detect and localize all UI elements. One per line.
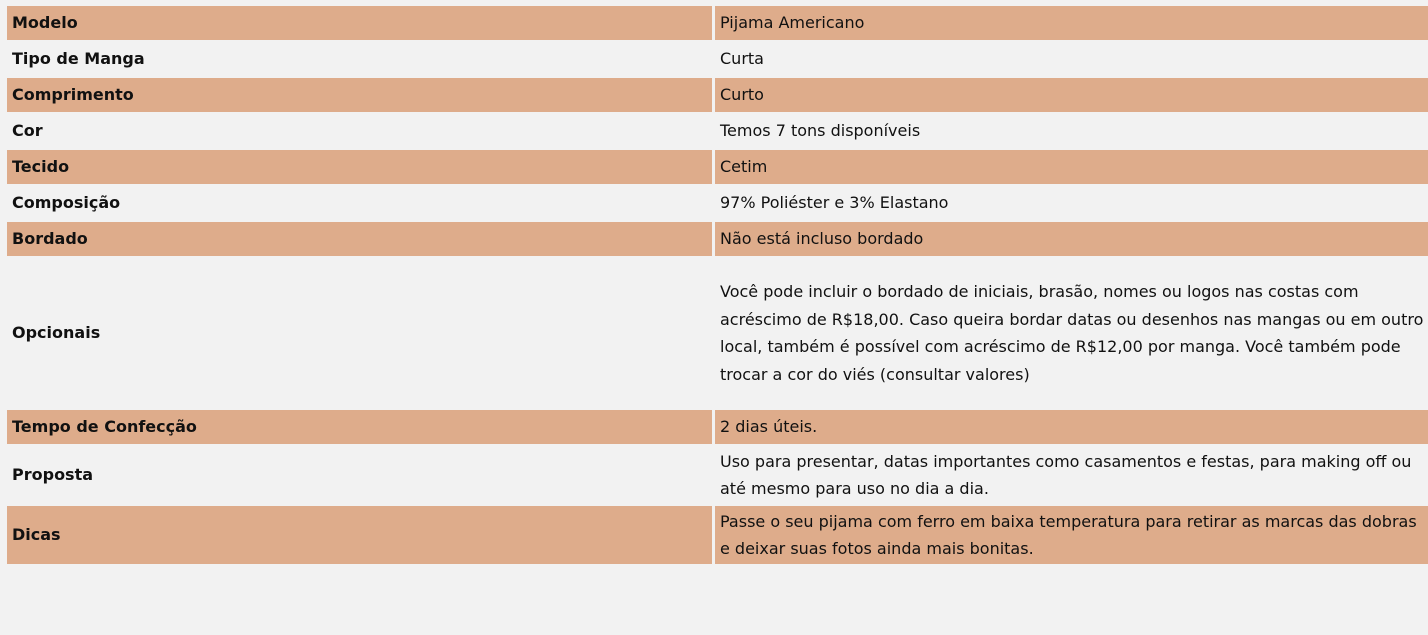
- spec-label: Tecido: [7, 150, 712, 184]
- spec-label: Tipo de Manga: [7, 42, 712, 76]
- table-row-dicas: [7, 506, 1428, 564]
- spec-value: Não está incluso bordado: [715, 222, 1428, 256]
- spec-label: Opcionais: [7, 258, 712, 408]
- spec-value: 97% Poliéster e 3% Elastano: [715, 186, 1428, 220]
- table-row-tipo-de-manga: [7, 42, 1428, 76]
- spec-value: Pijama Americano: [715, 6, 1428, 40]
- spec-value: Temos 7 tons disponíveis: [715, 114, 1428, 148]
- spec-value: 2 dias úteis.: [715, 410, 1428, 444]
- table-row-modelo: [7, 6, 1428, 40]
- table-row-composicao: [7, 186, 1428, 220]
- table-row-tempo-de-confeccao: [7, 410, 1428, 444]
- spec-value: Uso para presentar, datas importantes como casamentos e festas, para making off ou até mesmo para uso no dia a dia.: [715, 446, 1428, 504]
- spec-label: Composição: [7, 186, 712, 220]
- spec-label: Dicas: [7, 506, 712, 564]
- spec-value: Curto: [715, 78, 1428, 112]
- spec-label: Comprimento: [7, 78, 712, 112]
- table-row-cor: [7, 114, 1428, 148]
- spec-label: Proposta: [7, 446, 712, 504]
- spec-label: Bordado: [7, 222, 712, 256]
- spec-value: Cetim: [715, 150, 1428, 184]
- table-row-comprimento: [7, 78, 1428, 112]
- table-row-opcionais: [7, 258, 1428, 408]
- spec-value: Passe o seu pijama com ferro em baixa temperatura para retirar as marcas das dobras e deixar suas fotos ainda mais bonitas.: [715, 506, 1428, 564]
- table-row-tecido: [7, 150, 1428, 184]
- spec-label: Cor: [7, 114, 712, 148]
- spec-label: Modelo: [7, 6, 712, 40]
- spec-value: Você pode incluir o bordado de iniciais, brasão, nomes ou logos nas costas com acréscimo de R$18,00. Caso queira bordar datas ou desenhos nas mangas ou em outro local, também é possível com acréscimo de R$12,00 por manga. Você também pode trocar a cor do viés (consultar valores): [715, 258, 1428, 408]
- spec-label: Tempo de Confecção: [7, 410, 712, 444]
- table-row-proposta: [7, 446, 1428, 504]
- product-spec-table: [4, 4, 1428, 566]
- table-row-bordado: [7, 222, 1428, 256]
- spec-value: Curta: [715, 42, 1428, 76]
